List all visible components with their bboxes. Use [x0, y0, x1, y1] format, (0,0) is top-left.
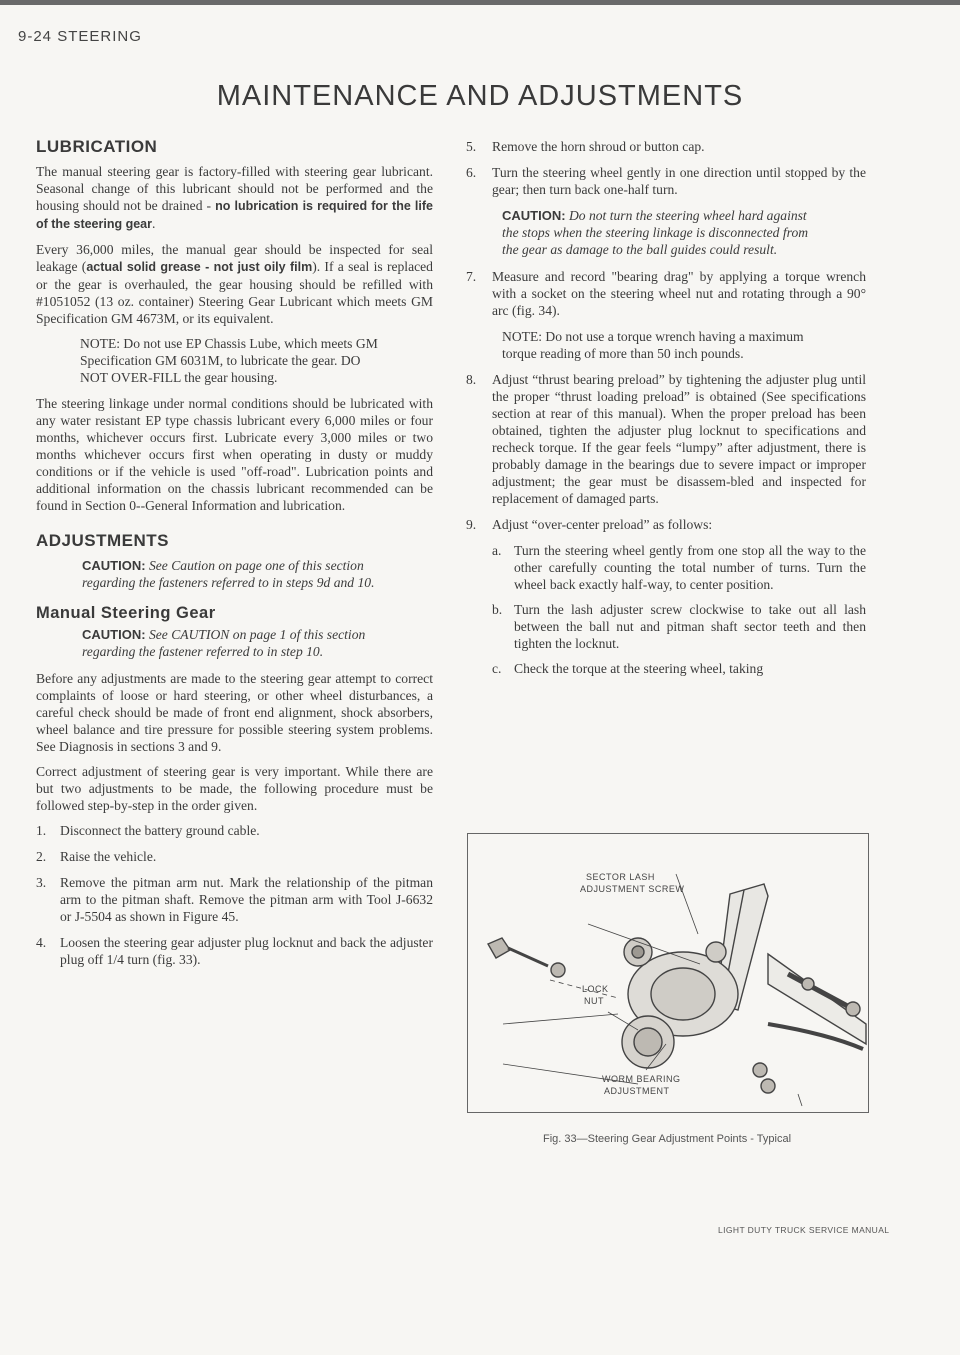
figure-caption: Fig. 33—Steering Gear Adjustment Points - Typical — [542, 1133, 792, 1145]
right-column — [466, 138, 866, 685]
list-item: a. Turn the steering wheel gently from one stop all the way to the other carefully counting the total number of turns. Turn the wheel back exactly half-way, to center position. — [492, 543, 866, 592]
bold-phrase: actual solid grease - not just oily film — [86, 260, 313, 274]
label-sector-lash: SECTOR LASH — [586, 872, 655, 882]
list-item: 1. Disconnect the battery ground cable. — [36, 823, 260, 838]
list-item: c. Check the torque at the steering wheel, taking — [492, 661, 764, 676]
steering-caution: CAUTION: Do not turn the steering wheel hard against the stops when the steering linkage is disconnected from the gear as damage to the ball guides could result. — [502, 208, 809, 257]
label-lock: LOCK — [582, 984, 609, 994]
manual-gear-caution: CAUTION: See CAUTION on page 1 of this section regarding the fastener referred to in step 10. — [82, 627, 366, 659]
lubrication-heading: LUBRICATION — [36, 137, 158, 156]
manual-gear-para-2: Correct adjustment of steering gear is very important. While there are but two adjustments to be made, the following procedure must be followed step-by-step in the order given. — [36, 764, 433, 813]
label-adjustment-screw: ADJUSTMENT SCREW — [580, 884, 685, 894]
adjustments-heading: ADJUSTMENTS — [36, 531, 170, 550]
top-rule — [0, 0, 960, 5]
label-worm-adjustment: ADJUSTMENT — [604, 1086, 670, 1096]
list-item: 2. Raise the vehicle. — [36, 849, 157, 864]
lubrication-note: NOTE: Do not use EP Chassis Lube, which meets GM Specification GM 6031M, to lubricate the gear. DO NOT OVER-FILL the gear housing. — [80, 336, 378, 385]
list-item: 8. Adjust “thrust bearing preload” by tightening the adjuster plug until the proper “thrust loading preload” is obtained (See specifications section at rear of this manual). When the proper preload has been obtained, tighten the adjuster plug locknut to specifications and recheck torque. If the gear feels “lumpy” after adjustment, there is probably damage in the bearings due to severe impact or improper adjustment; the gear must be disassem-bled and inspected for replacement of damaged parts. — [466, 372, 866, 506]
figure-steering-gear — [467, 833, 869, 1113]
label-nut: NUT — [584, 996, 604, 1006]
steering-gear-illustration — [468, 834, 868, 1112]
list-item: 6. Turn the steering wheel gently in one direction until stopped by the gear; then turn back one-half turn. — [466, 165, 866, 197]
list-item: 5. Remove the horn shroud or button cap. — [466, 139, 705, 154]
running-head: 9-24 STEERING — [18, 28, 142, 45]
list-item: 3. Remove the pitman arm nut. Mark the relationship of the pitman arm to the pitman shaft. Remove the pitman arm with Tool J-6632 or J-5504 as shown in Figure 45. — [36, 875, 433, 924]
list-item: 7. Measure and record "bearing drag" by applying a torque wrench with a socket on the steering wheel nut and rotating through a 90° arc (fig. 34). — [466, 269, 866, 318]
manual-steering-gear-heading: Manual Steering Gear — [36, 604, 216, 622]
manual-gear-para-1: Before any adjustments are made to the steering gear attempt to correct complaints of loose or hard steering, or other wheel disturbances, a careful check should be made of front end alignment, shock absorbers, wheel balance and tire pressure for possible steering system problems. See Diagnosis in sections 3 and 9. — [36, 671, 433, 754]
adjustments-caution: CAUTION: See Caution on page one of this section regarding the fasteners referred to in steps 9d and 10. — [82, 558, 375, 590]
list-item: b. Turn the lash adjuster screw clockwise to take out all lash between the ball nut and pitman shaft sector teeth and then tighten the locknut. — [492, 602, 866, 651]
list-item: 9. Adjust “over-center preload” as follows: — [466, 517, 713, 532]
lubrication-para-3: The steering linkage under normal conditions should be lubricated with any water resistant EP type chassis lubricant every 6,000 miles or four months, whichever occurs first. Lubricate every 3,000 miles or two months whichever occurs first when operating in dusty or muddy conditions or if the vehicle is used "off-road". Lubrication points and additional information on the chassis lubricant recommended can be found in Section 0--General Information and lubrication. — [36, 396, 433, 513]
page-title: MAINTENANCE AND ADJUSTMENTS — [216, 80, 744, 112]
list-item: 4. Loosen the steering gear adjuster plug locknut and back the adjuster plug off 1/4 turn (fig. 33). — [36, 935, 433, 967]
torque-note: NOTE: Do not use a torque wrench having a maximum torque reading of more than 50 inch pounds. — [502, 329, 804, 361]
label-worm-bearing: WORM BEARING — [602, 1074, 681, 1084]
lubrication-para-1: The manual steering gear is factory-filled with steering gear lubricant. Seasonal change of this lubricant should not be performed and the housing should not be drained - no lubrication is required for the life of the steering gear. — [36, 164, 433, 231]
left-column — [36, 138, 433, 977]
lubrication-para-2: Every 36,000 miles, the manual gear should be inspected for seal leakage (actual solid grease - not just oily film). If a seal is replaced or the gear is overhauled, the gear housing should be refilled with #1051052 (13 oz. container) Steering Gear Lubricant which meets GM Specification GM 4673M, or its equivalent. — [36, 242, 433, 326]
bold-phrase: no lubrication is required for the life of the steering gear — [36, 199, 433, 231]
footer: LIGHT DUTY TRUCK SERVICE MANUAL — [718, 1225, 890, 1235]
